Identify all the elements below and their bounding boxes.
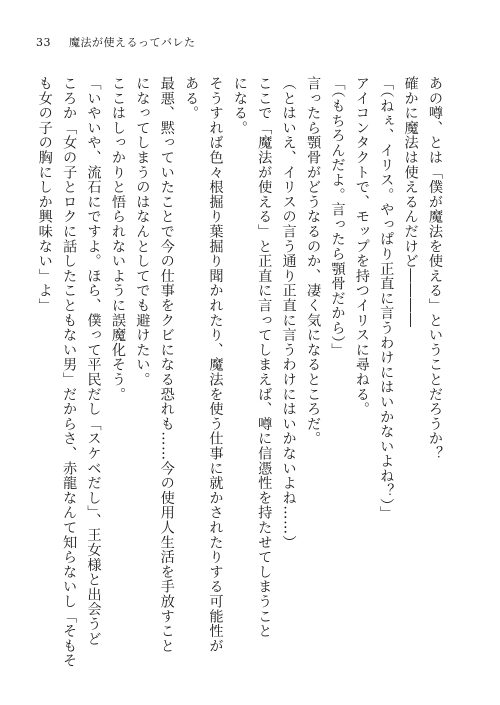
text-line: 「いやいや、流石にですよ。ほら、僕って平民だし「スケベだし」、王女様と出会うど [85, 76, 102, 647]
text-line: そうすれば色々根掘り葉掘り聞かれたり、魔法を使う仕事に就かされたりする可能性が [207, 76, 224, 654]
page-number: 33 [36, 36, 51, 49]
text-line: （とはいえ、イリスの言う通り正直に言うわけにはいかないよね……） [280, 76, 297, 550]
page-body [36, 76, 444, 676]
text-line: 最悪、黙っていたことで今の仕事をクビになる恐れも……今の使用人生活を手放すこと [158, 76, 175, 654]
text-line: ここはしっかりと悟られないように誤魔化そう。 [109, 76, 126, 402]
text-line: 言ったら顎骨がどうなるのか、凄く気になるところだ。 [305, 76, 322, 446]
text-line: アイコンタクトで、モップを持つイリスに尋ねる。 [353, 76, 370, 417]
text-line: あの噂、とは「僕が魔法を使える」ということだろうか？ [427, 76, 443, 461]
text-line: になる。 [231, 76, 248, 136]
chapter-title: 魔法が使えるってバレた [69, 36, 196, 49]
text-line: ここで「魔法が使える」と正直に言ってしまえば、噂に信憑性を持たせてしまうこと [256, 76, 273, 639]
text-line: になってしまうのはなんとしてでも避けたい。 [134, 76, 151, 387]
text-line: も女の子の胸にしか興味ない」よ」 [36, 76, 53, 313]
page-header [36, 34, 196, 50]
text-line: 「（ねぇ、イリス。やっぱり正直に言うわけにはいかないよね？）」 [378, 76, 395, 521]
text-line: 「（もちろんだよ。言ったら顎骨だから）」 [329, 76, 346, 358]
text-line: ある。 [183, 76, 200, 121]
text-line: ころか「女の子とロクに話したこともない男」だからさ、赤龍なんて知らないし「そもそ [61, 76, 78, 668]
text-line: 確かに魔法は使えるんだけど―――― [402, 76, 419, 328]
